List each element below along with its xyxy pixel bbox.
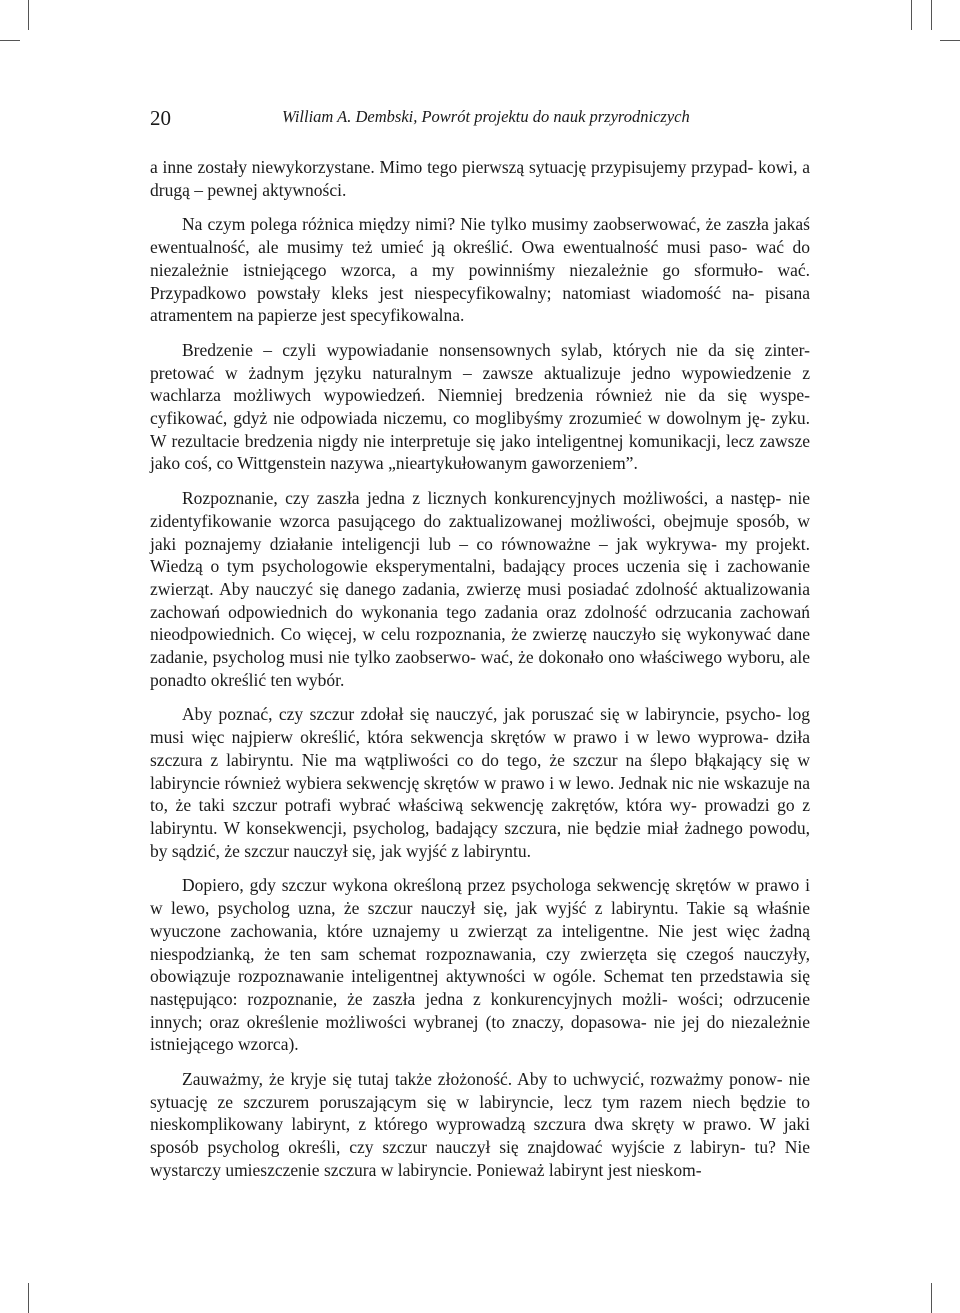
text-line: Dopiero, gdy szczur wykona określoną przez psychologa sekwencję skrętów w [182, 875, 750, 896]
crop-mark-top-right-vertical [911, 0, 912, 30]
text-line: z wachlarza możliwych wypowiedzeń. Niemniej bredzenia również nie da się wyspe- [150, 362, 811, 406]
text-line: Zauważmy, że kryje się tutaj także złożoność. Aby to uchwycić, rozważmy ponow- [182, 1069, 783, 1090]
paragraph [150, 703, 810, 862]
text-line: pretować w żadnym języku naturalnym – zawsze aktualizuje jedno wypowiedzenie [150, 362, 792, 383]
running-head: William A. Dembski, Powrót projektu do nauk przyrodniczych [282, 107, 690, 126]
crop-mark-bottom-right-vertical [931, 1283, 932, 1313]
page-number: 20 [150, 106, 171, 130]
paragraph [150, 213, 810, 327]
text-line: kowi, a drugą – pewnej aktywności. [150, 157, 810, 200]
text-line: wać, że dokonało ono właściwego wyboru, ale ponadto określić ten wybór. [150, 647, 811, 690]
text-line: log musi więc najpierw określić, która sekwencja skrętów w prawo i w lewo wyprowa- [150, 704, 811, 748]
text-line: zwierzę nauczyło się wykonywać dane zadanie, psycholog musi nie tylko zaobserwo- [150, 624, 810, 668]
text-line: prawo i w lewo, psycholog uzna, że szczur nauczył się, jak wyjść z labiryntu. Takie są [150, 875, 810, 919]
text-line: lecz zawsze jako coś, co Wittgenstein nazywa „nieartykułowanym gaworzeniem”. [150, 430, 811, 474]
text-line: sposób, w jaki poznajemy działanie inteligencji lub – co równoważne – jak wykrywa- [150, 510, 810, 554]
text-line: W jaki sposób psycholog określi, czy szczur nauczył się znajdować wyjście z labiryn- [150, 1114, 810, 1158]
text-line: przedstawia się następująco: rozpoznanie, że zaszła jedna z konkurencyjnych możli- [150, 966, 811, 1009]
text-line: wać do niezależnie istniejącego wzorca, a my powinniśmy niezależnie go sformuło- [150, 237, 810, 280]
paragraph [150, 1068, 810, 1182]
text-line: właśnie wyuczone zachowania, które uznajemy u zwierząt za inteligentne. Nie jest więc [150, 898, 811, 941]
text-line: a inne zostały niewykorzystane. Mimo tego pierwszą sytuację przypisujemy przypad- [150, 157, 754, 177]
text-line: to nieskomplikowany labirynt, z którego wyprowadzą szczura dwa skręty w prawo. [150, 1091, 811, 1135]
crop-mark-top-left-vertical [28, 0, 29, 30]
crop-mark-top-right-vertical-2 [931, 0, 932, 30]
text-line: nie zidentyfikowanie wzorca pasującego do zaktualizowanej możliwości, obejmuje [150, 488, 810, 531]
text-line: wskazuje na to, że taki szczur potrafi wybrać właściwą sekwencję zakrętów, która wy- [150, 772, 810, 816]
text-line: zdolność aktualizowania zachowań odpowiednich do wykonania tego zadania oraz [150, 578, 810, 622]
text-line: tu? Nie wystarczy umieszczenie szczura w labiryncie. Ponieważ labirynt jest nieskom- [150, 1137, 810, 1180]
paragraph [150, 487, 810, 691]
text-line: miał żadnego powodu, by sądzić, że szczur nauczył się, jak wyjść z labiryntu. [150, 817, 810, 861]
text-line: jakaś ewentualność, ale musimy też umieć ją określić. Owa ewentualność musi paso- [150, 214, 810, 258]
text-line: wać. Przypadkowo powstały kleks jest niespecyfikowalny; natomiast wiadomość na- [150, 259, 810, 303]
text-line: żadną niespodzianką, że ten sam schemat rozpoznawania, czy zwierzęta się czegoś [150, 920, 810, 964]
paragraph [150, 874, 810, 1056]
text-line: Na czym polega różnica między nimi? Nie tylko musimy zaobserwować, że zaszła [182, 214, 769, 235]
text-line: się i zachowanie zwierząt. Aby nauczyć się danego zadania, zwierzę musi posiadać [150, 556, 811, 599]
text-line: Rozpoznanie, czy zaszła jedna z licznych konkurencyjnych możliwości, a następ- [182, 488, 782, 509]
paragraph [150, 156, 810, 201]
text-line: pisana atramentem na papierze jest specyfikowalna. [150, 282, 810, 326]
text-line: Bredzenie – czyli wypowiadanie nonsensownych sylab, których nie da się zinter- [182, 339, 810, 360]
text-line: dziła szczura z labiryntu. Nie ma wątpliwości co do tego, że szczur na ślepo błąkający [150, 727, 810, 770]
text-line: nie sytuację ze szczurem poruszającym się w labiryncie, lecz tym razem niech będzie [150, 1069, 810, 1112]
crop-mark-top-right-horizontal [940, 40, 960, 41]
text-line: my projekt. Wiedzą o tym psychologowie eksperymentalni, badający proces uczenia [150, 533, 810, 577]
text-line: zdolność odrzucania zachowań nieodpowiednich. Co więcej, w celu rozpoznania, że [150, 601, 811, 645]
text-line: Aby poznać, czy szczur zdołał się nauczyć, jak poruszać się w labiryncie, psycho- [182, 704, 782, 725]
text-line: nauczyły, obowiązuje rozpoznawanie inteligentnej aktywności w ogóle. Schemat ten [150, 943, 811, 987]
text-line: wości; odrzucenie innych; oraz określenie możliwości wybranej (to znaczy, dopasowa- [150, 988, 811, 1032]
crop-mark-bottom-left-vertical [28, 1283, 29, 1313]
body-text [150, 156, 810, 1194]
paragraph [150, 339, 810, 475]
text-line: prowadzi go z labiryntu. W konsekwencji, psycholog, badający szczura, nie będzie [150, 795, 810, 838]
crop-mark-top-left-horizontal [0, 40, 20, 41]
text-line: zyku. W rezultacie bredzenia nigdy nie interpretuje się jako inteligentnej komunikacji, [150, 408, 810, 451]
text-line: nie jej do niezależnie istniejącego wzorca). [150, 1011, 811, 1055]
text-line: cyfikować, gdyż nie odpowiada niczemu, co moglibyśmy zrozumieć w dowolnym ję- [150, 408, 766, 429]
page-header [150, 104, 810, 132]
text-line: się w labiryncie również wybiera sekwencję skrętów w prawo i w lewo. Jednak nic nie [150, 749, 811, 793]
